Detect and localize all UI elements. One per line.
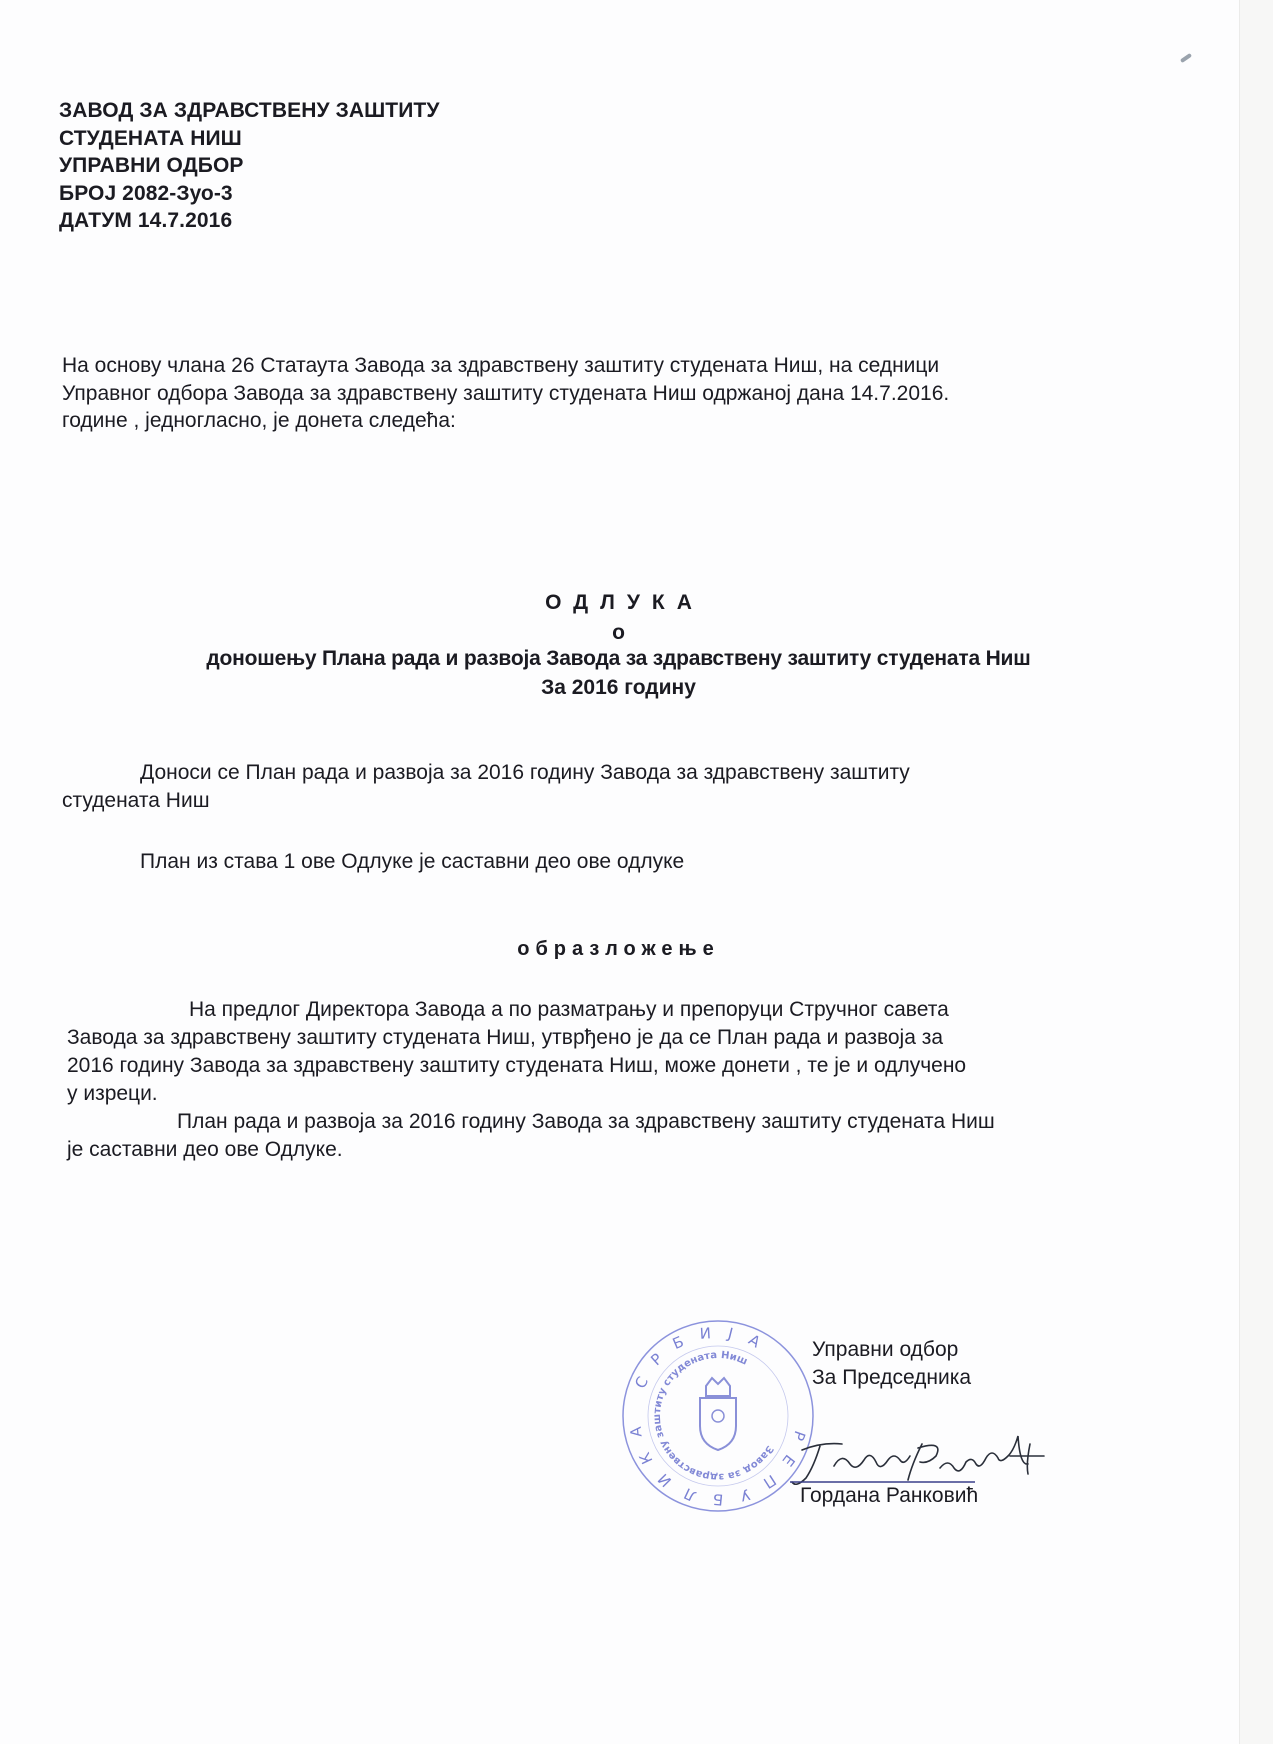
decision-year: За 2016 годину (541, 676, 696, 699)
scan-mark (1180, 53, 1192, 63)
signature-block (812, 1336, 971, 1392)
coat-of-arms-icon (700, 1378, 736, 1450)
stamp-outer-ring (623, 1321, 813, 1511)
official-stamp (618, 1316, 818, 1516)
signatory-body: Управни одбор (812, 1338, 959, 1361)
reasoning-line: На предлог Директора Завода а по разматрању и препоруци Стручног савета (189, 998, 949, 1021)
signatory-role: За Председника (812, 1366, 972, 1389)
decision-item-1-line: Доноси се План рада и развоја за 2016 годину Завода за здравствену заштиту (140, 761, 910, 784)
decision-subject: доношењу Плана рада и развоја Завода за здравствену заштиту студената Ниш (206, 647, 1031, 670)
intro-line: На основу члана 26 Статаута Завода за здравствену заштиту студената Ниш, на седници (62, 354, 940, 377)
handwritten-signature (790, 1430, 1080, 1490)
reasoning-line: је саставни део ове Одлуке. (67, 1138, 343, 1161)
header-institution: ЗАВОД ЗА ЗДРАВСТВЕНУ ЗАШТИТУ (59, 99, 440, 122)
reasoning-line: у изреци. (67, 1082, 158, 1105)
intro-paragraph (62, 352, 949, 435)
intro-line: године , једногласно, је донета следећа: (62, 409, 456, 432)
intro-line: Управног одбора Завода за здравствену заштиту студената Ниш одржаној дана 14.7.2016. (62, 381, 950, 405)
decision-item-2: План из става 1 ове Одлуке је саставни део ове одлуке (140, 850, 685, 873)
reasoning-paragraph (67, 996, 995, 1164)
svg-text:РЕПУБЛИКА СРБИЈА: РЕПУБЛИКА СРБИЈА (625, 1323, 810, 1509)
document-header (59, 97, 440, 235)
header-date: ДАТУМ 14.7.2016 (59, 209, 233, 232)
header-institution-city: СТУДЕНАТА НИШ (59, 126, 242, 150)
signatory-name: Гордана Ранковић (800, 1484, 979, 1507)
reasoning-line: План рада и развоја за 2016 годину Завода за здравствену заштиту студената Ниш (177, 1110, 995, 1133)
header-number: БРОЈ 2082-Зуо-3 (59, 181, 233, 205)
svg-text:Завод за здравствену заштиту с: Завод за здравствену заштиту студената Ниш (651, 1349, 776, 1483)
decision-item-1-line: студената Ниш (62, 788, 210, 812)
header-board: УПРАВНИ ОДБОР (59, 154, 244, 177)
reasoning-line: Завода за здравствену заштиту студената Ниш, утврђено је да се План рада и развоја за (67, 1026, 944, 1049)
decision-title: ОДЛУКА (545, 591, 704, 614)
decision-title-preposition: о (612, 621, 625, 644)
decision-item-1 (62, 759, 910, 814)
reasoning-line: 2016 годину Завода за здравствену заштиту студената Ниш, може донети , те је и одлучено (67, 1054, 967, 1077)
reasoning-heading: образложење (517, 938, 720, 960)
page-edge (1239, 0, 1273, 1744)
stamp-inner-ring (648, 1346, 788, 1486)
